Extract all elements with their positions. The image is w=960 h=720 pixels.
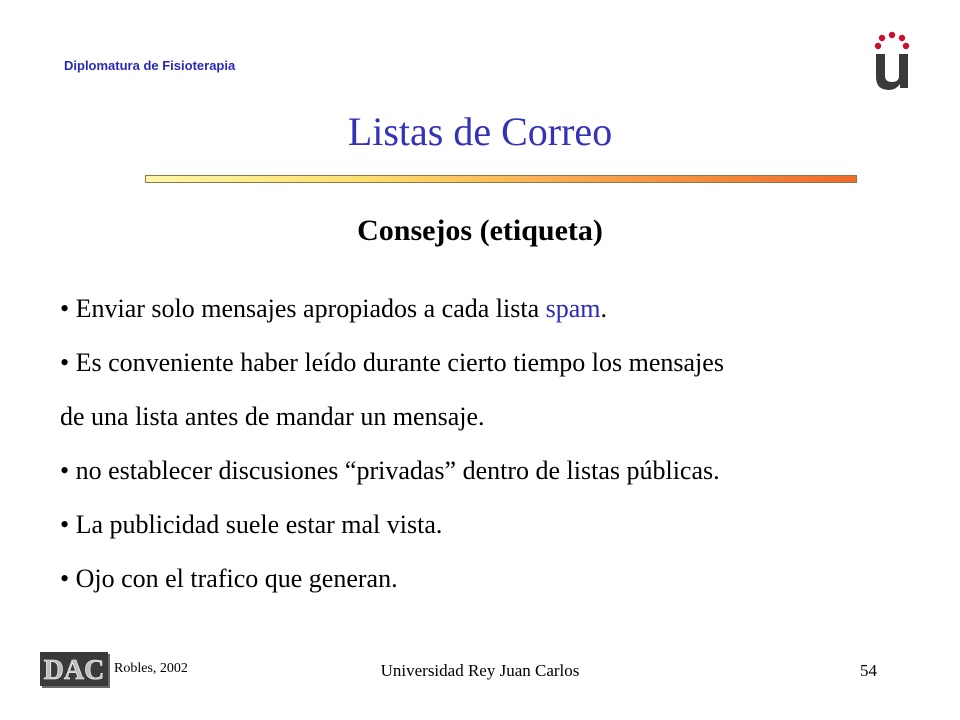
course-name: Diplomatura de Fisioterapia [64,58,236,73]
slide-subtitle: Consejos (etiqueta) [357,214,603,247]
bullet-item-3: • no establecer discusiones “privadas” dentro de listas públicas. [60,456,720,485]
spam-link[interactable]: spam [545,294,601,323]
bullet-text: • Enviar solo mensajes apropiados a cada lista [60,294,546,323]
bullet-item-4: • La publicidad suele estar mal vista. [60,510,443,539]
slide-title: Listas de Correo [347,109,613,154]
urjc-u-logo-icon [868,30,916,92]
footer-author: Robles, 2002 [114,661,188,676]
title-underline [145,175,857,183]
bullet-item-5: • Ojo con el trafico que generan. [60,564,398,593]
bullet-text: . [600,294,608,323]
bullet-list [60,290,900,598]
footer-university: Universidad Rey Juan Carlos [380,661,580,680]
dac-logo-text: DAC [43,655,105,686]
bullet-item-2-line-2: de una lista antes de mandar un mensaje. [60,402,485,431]
bullet-item-1 [60,290,900,328]
page-number: 54 [860,661,877,680]
bullet-item-2-line-1: • Es conveniente haber leído durante cierto tiempo los mensajes [60,348,724,377]
